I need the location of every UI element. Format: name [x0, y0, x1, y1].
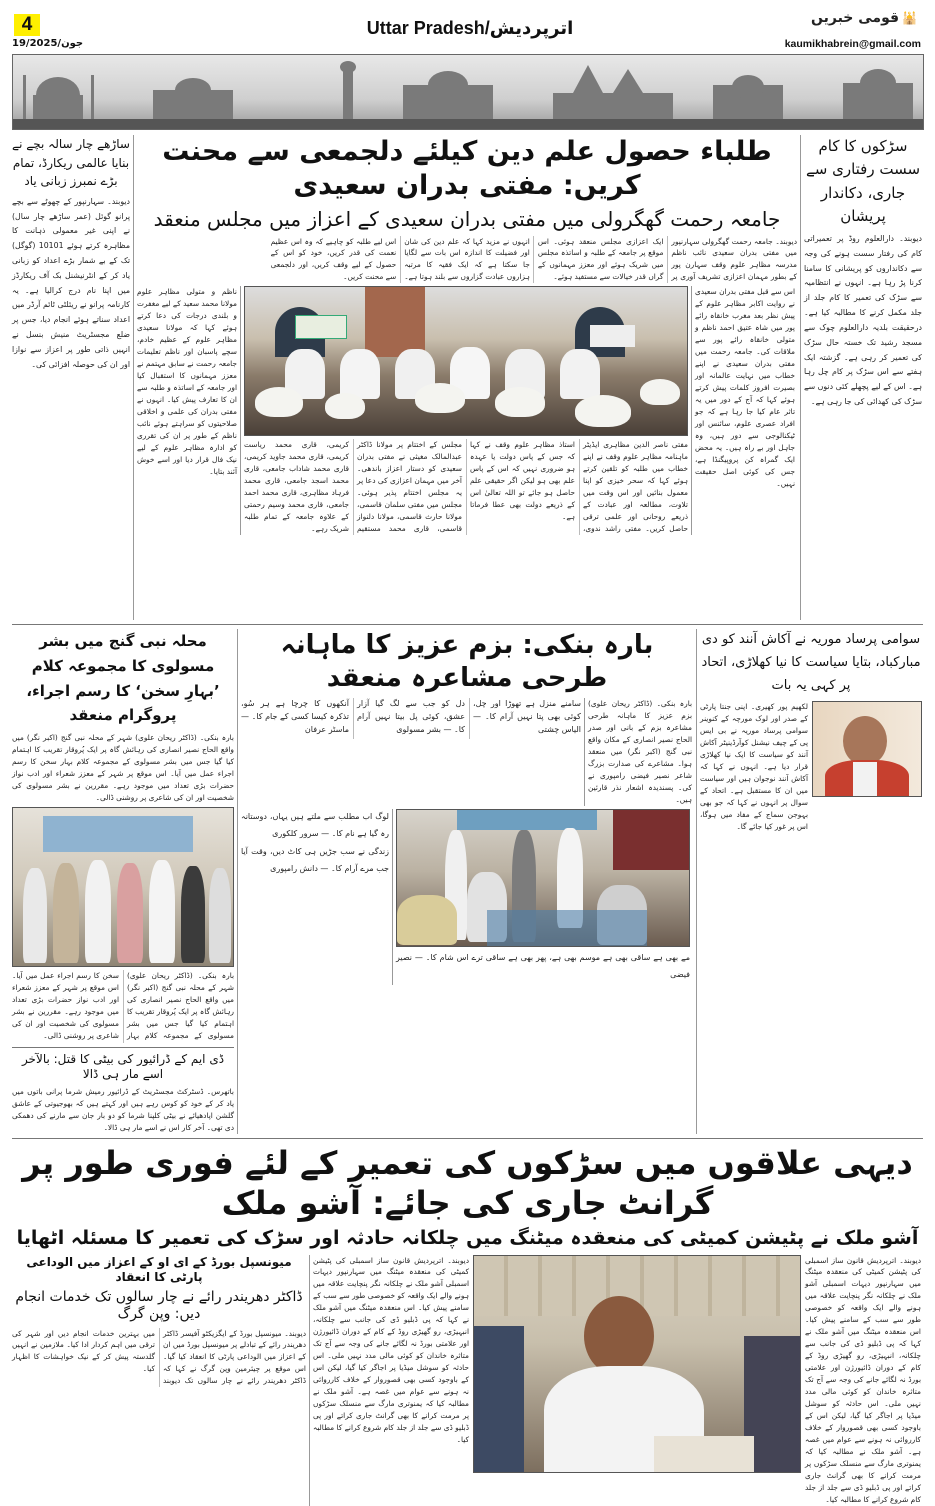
column-divider	[800, 135, 801, 620]
section-divider	[12, 1138, 923, 1139]
logo-text: قومی خبریں	[811, 10, 899, 26]
mid-center-verses-top	[241, 698, 581, 739]
bottom-sub-subheadline: ڈاکٹر دھریندر رائے نے چار سالوں تک خدمات انجام دیں: وپن گرگ	[12, 1289, 306, 1324]
column-divider	[240, 286, 241, 535]
main-photo-mosque-gathering	[244, 286, 688, 436]
top-right-headline: سڑکوں کا کام سست رفتاری سے جاری، دکاندار پریشان	[804, 135, 922, 228]
top-right-story	[804, 135, 922, 410]
logo-mosque-icon: 🕌	[902, 11, 917, 25]
mid-left-paragraph: بارہ بنکی۔ (ڈاکٹر ریحان علوی) شہر کے محلہ نبی گنج (اکبر نگر) میں واقع الحاج نصیر انصاری کی رہائش گاہ پر ایک پُروقار تقریب کا اہتمام کیا گیا جس میں بشر مسولوی کے مجموعہ کلام بہار سخن کا رسم اجراء عمل میں آیا۔ اس موقع پر شہر کے معزز شعراء اور ادب نواز حضرات بڑی تعداد میں موجود رہے۔ مقررین نے بشر مسولوی کی شخصیت اور ان کی شاعری پر روشنی ڈالی۔	[12, 970, 234, 1043]
main-paragraph: مجلس کے اختتام پر مولانا ڈاکٹر عبدالمالک مغیثی نے مفتی بدران سعیدی کو دستار اعزاز باندھی۔ آخر میں مہمان اعزازی کی دعا پر یہ مجلس اختتام پذیر ہوئی۔ مجلس میں مفتی سلمان قاسمی، مولانا حارث قاسمی، مولانا دلنواز قاسمی، قاری محمد مستقیم کریمی، قاری محمد ریاست کریمی، قاری محمد جاوید کریمی، قاری محمد شاداب جامعی، قاری محمد اسجد جامعی، قاری محمد فرہاد مظاہری، قاری محمد احمد جامعی، قاری محمد وسیم رحمتی کے علاوہ جامعہ کے تمام طلبہ شریک رہے۔	[244, 439, 462, 535]
mid-left-story	[12, 629, 234, 1134]
monuments-banner	[12, 54, 924, 130]
page-header	[12, 0, 923, 54]
verse: زندگی نے سب جڑیں ہی کاٹ دیں، وقت آیا جب مرے آرام کا۔ — دانش رامپوری	[241, 844, 389, 878]
mid-right-row	[700, 701, 922, 833]
main-photo-row	[137, 286, 797, 535]
verse: مے بھی ہے ساقی بھی ہے موسم بھی ہے، پھر بھی ہے ساقی ترے اس شام کا۔ — نصیر فیضی	[396, 950, 690, 984]
mid-left-headline: محلہ نبی گنج میں بشر مسولوی کا مجموعہ کلام ’بہارِ سخن‘ کا رسم اجراء، پروگرام منعقد	[12, 629, 234, 728]
top-left-headline: ساڑھے چار سالہ بچے نے بنایا عالمی ریکارڈ، تمام بڑے نمبرز زبانی یاد	[12, 135, 130, 191]
book-launch-photo	[12, 807, 234, 967]
ashu-malik-meeting-photo	[473, 1255, 801, 1473]
mid-left2-headline: ڈی ایم کے ڈرائیور کی بیٹی کا قتل: بالآخر اسے مار ہی ڈالا	[12, 1052, 234, 1082]
mid-center-story	[241, 629, 693, 985]
column-divider	[392, 809, 393, 986]
mid-right-story	[700, 629, 922, 833]
mid-right-headline: سوامی پرساد موریہ نے آکاش آنند کو دی مبارکباد، بتایا سیاست کا نیا کھلاڑی، اتحاد پر کہی یہ بات	[700, 629, 922, 697]
swami-prasad-maurya-photo	[812, 701, 922, 797]
verse: سامنے منزل ہے تھوڑا اور چل، کوئی بھی پتا نہیں آرام کا۔ — الیاس چشتی	[473, 698, 581, 737]
mid-center-bottom-row	[241, 809, 693, 986]
top-left-story	[12, 135, 130, 373]
bottom-headline: دیہی علاقوں میں سڑکوں کی تعمیر کے لئے فوری طور پر گرانٹ جاری کی جائے: آشو ملک	[12, 1143, 923, 1223]
page-number-badge	[14, 14, 40, 36]
main-headline: طلباء حصول علم دین کیلئے دلجمعی سے محنت کریں: مفتی بدران سعیدی	[137, 135, 797, 203]
main-story	[137, 135, 797, 535]
column-divider	[691, 286, 692, 535]
mid-center-headline: بارہ بنکی: بزم عزیز کا ماہانہ طرحی مشاعرہ منعقد	[241, 629, 693, 694]
main-body-top	[137, 236, 797, 284]
main-paragraph: انہوں نے مزید کہا کہ علم دین کی شان اور فضیلت کا اندازہ اس بات سے لگایا جا سکتا ہے کہ ایک فقیہ کا مرتبہ ہزاروں عبادت گزاروں سے بلند ہوتا ہے۔ اس لیے طلبہ کو چاہیے کہ وہ اس عظیم نعمت کی قدر کریں، خود کو اس کے حصول کے لیے وقف کریں، اور دلجمعی سے محنت کریں۔	[271, 236, 530, 284]
bottom-row	[12, 1255, 923, 1506]
page-section-title	[280, 18, 660, 39]
bottom-sub-headline: میونسپل بورڈ کے ای او کے اعزاز میں الوداعی پارٹی کا انعقاد	[12, 1255, 306, 1285]
main-body-left: ناظم و متولی مظاہر علوم مولانا محمد سعید کے لیے مغفرت و بلندی درجات کی دعا کرتے ہوئے کہا کہ مولانا سعیدی مظاہر علوم کے عظیم خادم، سچے پاسبان اور ناظم تعلیمات جامعہ رحمت نے سابق مہتمم نے معزز مہمانوں کا استقبال کیا اور جامعہ کے اساتذہ و طلبہ سے ان کا تعارف پیش کیا۔ انہوں نے مفتی بدران کی علمی و اخلاقی صلاحیتوں کو سراہتے ہوئے نائب ناظم کے طور پر ان کی تقرری کو ادارہ مظاہر علوم کے لیے نیک فال قرار دیا اور اسے خوش آئند بتایا۔	[137, 286, 237, 478]
bottom-sub-story	[12, 1255, 306, 1388]
bottom-sub-paragraph: دیوبند۔ میونسپل بورڈ کے ایگزیکٹو آفیسر ڈاکٹر دھریندر رائے کے تبادلے پر میونسپل بورڈ میں ان کے اعزاز میں الوداعی پارٹی کا انعقاد کیا گیا۔ اس موقع پر چیئرمین وپن گرگ نے کہا کہ ڈاکٹر دھریندر رائے نے چار سالوں تک دیوبند میں بہترین خدمات انجام دیں اور شہر کی ترقی میں اہم کردار ادا کیا۔ ملازمین نے انہیں گلدستہ پیش کر کے نیک خواہشات کا اظہار کیا۔	[12, 1328, 306, 1388]
mid-center-top-row	[241, 698, 693, 806]
mid-center-verses-left	[241, 809, 389, 880]
verse: لوگ اب مطلب سے ملتے ہیں یہاں، دوستانہ رہ گیا ہے نام کا۔ — سرور کلکوری	[241, 809, 389, 843]
issue-date: 19/جون/2025	[12, 38, 83, 49]
mid-right-body: لکھیم پور کھیری۔ اپنی جنتا پارٹی کے صدر اور لوک مورچہ کے کنوینر سوامی پرساد موریہ نے بی ایس پی کے چیف نیشنل کوآرڈینیٹر آکاش آنند کو سیاست کا ایک نیا کھلاڑی قرار دیا ہے۔ انہوں نے کہا کہ آکاش آنند نوجوان ہیں اور سیاست میں ان کا مستقبل ہے۔ اتحاد کے سوال پر انہوں نے کہا کہ جو بھی بہوجن سماج کے مفاد میں ہوگا، اس پر غور کیا جائے گا۔	[700, 701, 808, 833]
section-divider	[12, 624, 923, 625]
top-right-body: دیوبند۔ دارالعلوم روڈ پر تعمیراتی کام کی رفتار سست ہونے کی وجہ سے دکانداروں کو پریشانی کا سامنا کرنا پڑ رہا ہے۔ انہوں نے انتظامیہ سے سڑک کی تعمیر کا کام جلد از جلد مکمل کرنے کا مطالبہ کیا ہے۔ درحقیقت بلدیہ دارالعلوم چوک سے مسجد رشید تک خستہ حال سڑک کی تعمیر کر رہی ہے۔ گزشتہ ایک ہفتے سے اس سڑک پر کام چل رہا ہے۔ اس کے لیے پچھلے کئی دنوں سے سڑک کی کھدائی کی جا رہی ہے۔	[804, 232, 922, 410]
bottom-subheadline: آشو ملک نے پٹیشن کمیٹی کی منعقدہ میٹنگ میں چلکانہ حادثہ اور سڑک کی تعمیر کا مسئلہ اٹھایا	[12, 1227, 923, 1251]
main-subheadline: جامعہ رحمت گھگرولی میں مفتی بدران سعیدی کے اعزاز میں مجلس منعقد	[137, 207, 797, 232]
column-divider	[584, 698, 585, 806]
main-paragraph: مفتی ناصر الدین مظاہری ایڈیٹر ماہنامہ مظاہر علوم وقف نے اپنے خطاب میں طلبہ کو تلقین کرتے ہوئے کہا کہ سحر خیزی کو اپنا معمول بنائیں اور اس وقت میں تلاوت، مطالعہ اور عبادت کے ذریعے روحانی اور علمی ترقی حاصل کریں۔ مفتی راشد ندوی، استاذ مظاہر علوم وقف نے کہا کہ جس کے پاس دولت یا عہدہ ہو ضروری نہیں کہ اس کے پاس علم بھی ہو لیکن اگر حقیقی علم حاصل ہو جائے تو اللہ تعالیٰ اس کے ذریعے دولت بھی عطا فرماتا ہے۔	[470, 439, 688, 535]
column-divider	[237, 629, 238, 1134]
contact-email[interactable]: kaumikhabrein@gmail.com	[785, 38, 921, 50]
mid-center-verses-bottom	[396, 950, 690, 986]
mid-left-lead: بارہ بنکی۔ (ڈاکٹر ریحان علوی) شہر کے محلہ نبی گنج (اکبر نگر) میں واقع الحاج نصیر انصاری کی رہائش گاہ پر ایک پُروقار تقریب کا اہتمام کیا گیا جس میں بشر مسولوی کے مجموعہ کلام بہار سخن کا رسم اجراء عمل میں آیا۔ اس موقع پر شہر کے معزز شعراء اور ادب نواز حضرات بڑی تعداد میں موجود رہے۔ مقررین نے بشر مسولوی کی شخصیت اور ان کی شاعری پر روشنی ڈالی۔	[12, 732, 234, 804]
main-paragraph: دیوبند۔ جامعہ رحمت گھگرولی سہارنپور میں مفتی بدران سعیدی نائب ناظم مدرسہ مظاہر علوم وقف سہارن پور کے بطور مہمان اعزازی تشریف آوری پر ایک اعزازی مجلس منعقد ہوئی۔ اس موقع پر جامعہ کے طلبہ و اساتذہ مجلس میں شریک ہوئے اور معزز مہمانوں کے گراں قدر خیالات سے مستفید ہوئے۔	[538, 236, 797, 284]
main-body-bottom	[244, 439, 688, 535]
mid-center-photo-column	[396, 809, 690, 986]
top-left-body: دیوبند۔ سہارنپور کے چھوٹے سے بچے پرانو گوئل (عمر ساڑھے چار سال) نے اپنی غیر معمولی ذہانت کا مظاہرہ کرتے ہوئے 10101 (گوگل) تک کے بے شمار بڑے اعداد کو زبانی یاد کر کے انٹرنیشنل بک آف ریکارڈز میں اپنا نام درج کرالیا ہے۔ یہ کارنامہ پرانو نے ریئلٹی ٹائم آرڈر میں اعداد سناتے ہوئے انجام دیا، جس پر ضلع مجسٹریٹ منیش بنسل نے انہیں ذاتی طور پر اعزاز سے نوازا اور ان کی حوصلہ افزائی کی۔	[12, 195, 130, 373]
section-title-ur: اترپردیش	[490, 18, 574, 39]
column-divider	[133, 135, 134, 620]
story-divider	[12, 1047, 234, 1048]
column-divider	[309, 1255, 310, 1506]
mid-center-lead: بارہ بنکی۔ (ڈاکٹر ریحان علوی) بزم عزیز کا ماہانہ طرحی مشاعرہ بزم کے بانی اور صدر الحاج نصیر انصاری کے مکان واقع نبی گنج (اکبر نگر) میں منعقد ہوا۔ مشاعرے کی صدارت بزرگ شاعر نصیر فیضی رامپوری نے کی۔ پسندیدہ اشعار نذر قارئین ہیں۔	[588, 698, 692, 806]
section-title-en: Uttar Pradesh/	[367, 18, 490, 38]
bottom-body-mid-column: دیوبند۔ اترپردیش قانون ساز اسمبلی کی پٹیشن کمیٹی کی منعقدہ میٹنگ میں سہارنپور دیہات اسمبلی آشو ملک نے چلکانہ نگر پنچایت علاقہ میں ہونے والے ایک واقعہ کو خصوصی طور سے سب کے سامنے پیش کیا۔ اس منعقدہ میٹنگ میں آشو ملک نے کہا کہ پی ڈبلیو ڈی کی جانب سے چلکانہ، انبہیڑی، رو گھیڑی روڈ کے کام کے دوران ڈائیورژن اور علامتی بورڈ نہ لگائے جانے کی وجہ سے آج تک متاثرہ خاندان کو کوئی مالی مدد نہیں ملی۔ اس حادثہ کو سوشل میڈیا پر اجاگر کیا گیا، لیکن اس کے باوجود کسی بھی قصوروار کے خلاف کارروائی نہ ہونے سے عوام میں غصہ ہے۔ آشو ملک نے مطالبہ کیا کہ یمنوتری مارگ سے منسلک سڑکوں پر مرمت کرانے کا بھی گرانٹ جاری کراتے اور پی ڈبلیو ڈی سے جلد از جلد کام شروع کرانے کا مطالبہ کیا۔	[313, 1255, 469, 1447]
main-body-right: اس سے قبل مفتی بدران سعیدی نے روایت اکابر مظاہر علوم کے پیش نظر بعد مغرب خانقاہ رائے پور میں شاہ عتیق احمد ناظم و متولی خانقاہ رائے پور سے ملاقات کی۔ جامعہ رحمت میں مفتی بدران سعیدی نے اپنے خطاب میں نہایت عالمانہ اور بصیرت افروز کلمات پیش کرتے ہوئے کہا کہ آج کے دور میں یہ تاثر عام کیا جا رہا ہے کہ جو افراد عصری علوم، سائنس اور ٹیکنالوجی سے دور ہیں، وہ جاہل اور بے راہ ہیں۔ یہ محض ایک گمراہ کن پروپیگنڈا ہے، جس کی کوئی اصل حقیقت نہیں۔	[695, 286, 795, 490]
newspaper-logo	[811, 10, 917, 26]
column-divider	[696, 629, 697, 1134]
bottom-section	[12, 1143, 923, 1506]
verse: آنکھوں کا چرچا ہے ہر سُو، تذکرہ کیسا کسی کے جام کا۔ — ماسٹر عرفان	[241, 698, 349, 737]
page-number: 4	[22, 14, 33, 35]
verse: دل کو جب سے لگ گیا آزار عشق، کوئی پل بیتا نہیں آرام کا۔ — بشر مسولوی	[357, 698, 465, 737]
mid-section	[12, 629, 923, 1134]
bottom-body-right: دیوبند۔ اترپردیش قانون ساز اسمبلی کی پٹیشن کمیٹی کی منعقدہ میٹنگ میں سہارنپور دیہات اسمبلی آشو ملک نے چلکانہ نگر پنچایت علاقہ میں ہونے والے ایک واقعہ کو خصوصی طور سے سب کے سامنے پیش کیا۔ اس منعقدہ میٹنگ میں آشو ملک نے کہا کہ پی ڈبلیو ڈی کی جانب سے چلکانہ، انبہیڑی، رو گھیڑی روڈ کے کام کے دوران ڈائیورژن اور علامتی بورڈ نہ لگائے جانے کی وجہ سے آج تک متاثرہ خاندان کو کوئی مالی مدد نہیں ملی۔ اس حادثہ کو سوشل میڈیا پر اجاگر کیا گیا، لیکن اس کے باوجود کسی بھی قصوروار کے خلاف کارروائی نہ ہونے سے عوام میں غصہ ہے۔ آشو ملک نے مطالبہ کیا کہ یمنوتری مارگ سے منسلک سڑکوں پر مرمت کرانے کا بھی گرانٹ جاری کراتے اور پی ڈبلیو ڈی سے جلد از جلد کام شروع کرانے کا مطالبہ کیا۔	[805, 1255, 921, 1506]
main-photo-column	[244, 286, 688, 535]
mushaira-photo	[396, 809, 690, 947]
monuments-illustration	[13, 55, 924, 129]
mid-left-body	[12, 970, 234, 1043]
bottom-sub-body	[12, 1328, 306, 1388]
top-section	[12, 135, 923, 620]
mid-left2-body: باتھرس۔ ڈسٹرکٹ مجسٹریٹ کے ڈرائیور رمیش شرما پرانی باتوں میں یاد کر کے خود کو کوس رہے ہیں اور کہتے ہیں کہ بھوجیوتی کے عاشق گلشن اپادھیائے نے بیٹی کلپنا شرما کو دو بار جان سے مارنے کی دھمکی دی تھی۔ آخر کار اس نے اسے مار ہی ڈالا۔	[12, 1086, 234, 1134]
